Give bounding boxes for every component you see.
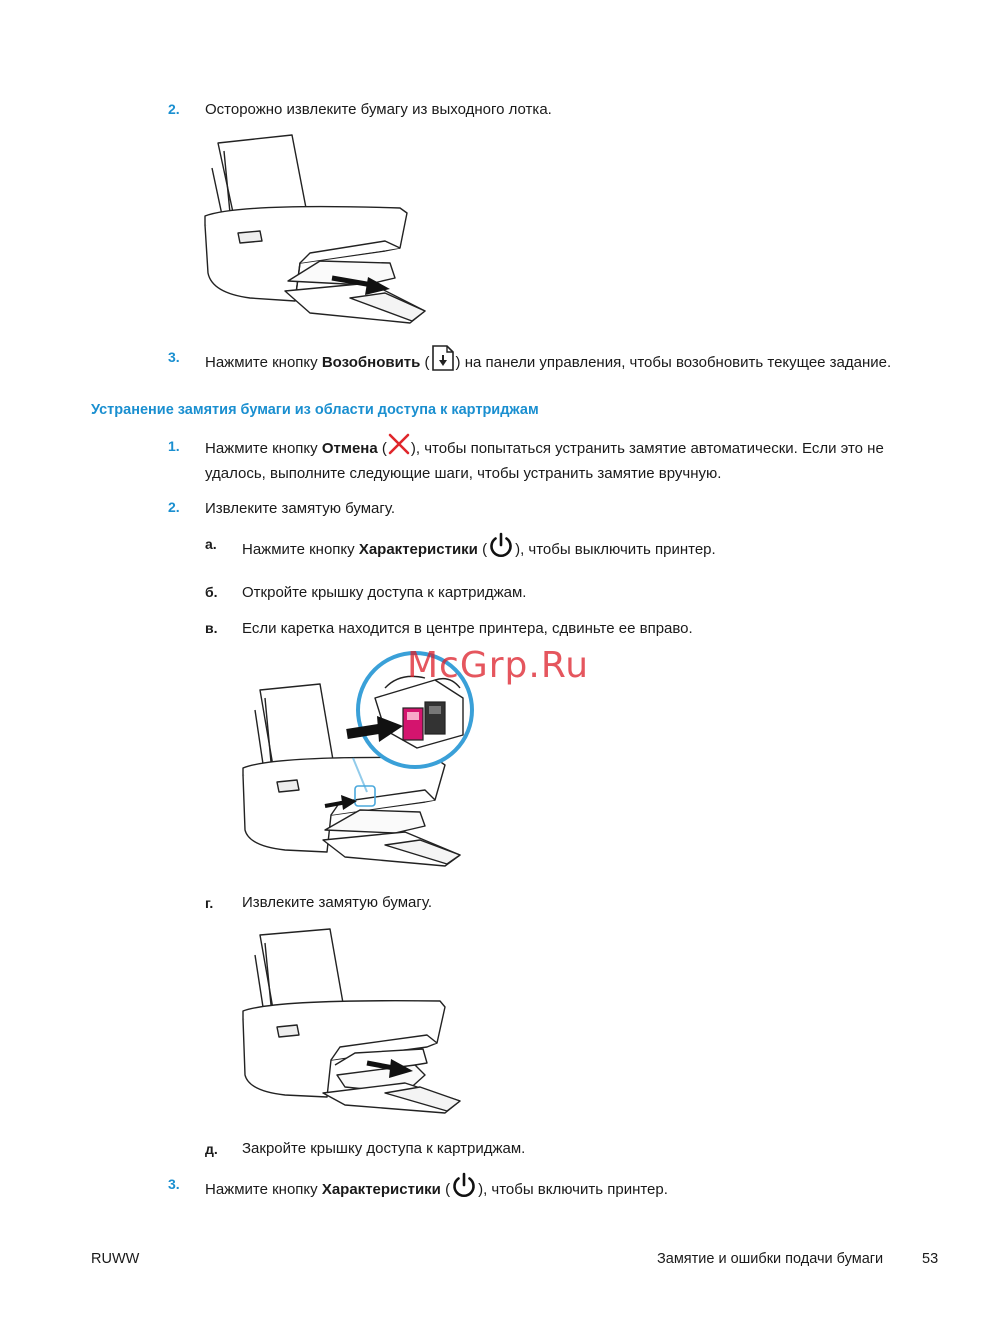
substep-text: Откройте крышку доступа к картриджам. bbox=[242, 584, 527, 601]
cancel-button-label: Отмена bbox=[321, 440, 378, 457]
step-text: Нажмите кнопку Характеристики ( ), чтобы включить принтер. bbox=[205, 1177, 668, 1203]
step-text: Осторожно извлеките бумагу из выходного лотка. bbox=[205, 101, 552, 118]
cancel-icon bbox=[387, 432, 411, 464]
substep-text: Закройте крышку доступа к картриджам. bbox=[242, 1140, 526, 1157]
substep-text: Нажмите кнопку Характеристики ( ), чтобы выключить принтер. bbox=[242, 537, 716, 563]
substep-text: Если каретка находится в центре принтера, сдвиньте ее вправо. bbox=[242, 620, 693, 637]
step-text: Нажмите кнопку Отмена ( ), чтобы попытаться устранить замятие автоматически. Если это не bbox=[205, 436, 884, 461]
power-icon bbox=[450, 1171, 478, 1207]
resume-icon bbox=[430, 344, 456, 380]
substep-letter: г. bbox=[205, 895, 214, 911]
step-number: 2. bbox=[168, 101, 180, 117]
step-number: 1. bbox=[168, 438, 180, 454]
step-number: 2. bbox=[168, 499, 180, 515]
printer-remove-paper-illustration bbox=[235, 925, 475, 1120]
substep-letter: a. bbox=[205, 536, 217, 552]
page-number: 53 bbox=[922, 1251, 939, 1267]
substep-letter: д. bbox=[205, 1141, 218, 1157]
footer-locale: RUWW bbox=[91, 1251, 140, 1267]
step-text-continued: удалось, выполните следующие шаги, чтобы устранить замятие вручную. bbox=[205, 465, 722, 482]
substep-letter: б. bbox=[205, 584, 218, 600]
footer-chapter-title: Замятие и ошибки подачи бумаги bbox=[657, 1251, 884, 1267]
substep-text: Извлеките замятую бумагу. bbox=[242, 894, 433, 911]
power-button-label: Характеристики bbox=[321, 1181, 441, 1198]
watermark: McGrp.Ru bbox=[407, 645, 590, 686]
step-text: Извлеките замятую бумагу. bbox=[205, 500, 396, 517]
section-heading: Устранение замятия бумаги из области доступа к картриджам bbox=[91, 402, 539, 418]
substep-letter: в. bbox=[205, 620, 218, 636]
step-number: 3. bbox=[168, 1176, 180, 1192]
resume-button-label: Возобновить bbox=[321, 354, 421, 371]
step-number: 3. bbox=[168, 349, 180, 365]
power-button-label: Характеристики bbox=[358, 541, 478, 558]
printer-output-tray-illustration bbox=[200, 133, 435, 333]
power-icon bbox=[487, 531, 515, 567]
step-text: Нажмите кнопку Возобновить ( ) на панели управления, чтобы возобновить текущее задание. bbox=[205, 350, 891, 376]
